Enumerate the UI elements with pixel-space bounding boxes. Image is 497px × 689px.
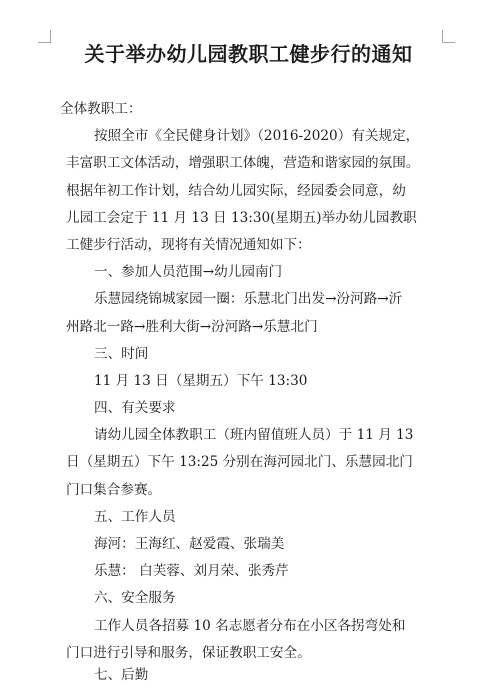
document-body <box>60 96 466 667</box>
paragraph-line: 丰富职工文体活动，增强职工体魄，营造和谐家园的氛围。 <box>66 155 420 172</box>
cut-line-text: 七、后勤 <box>94 667 149 683</box>
section-heading: 五、工作人员 <box>94 508 176 525</box>
paragraph-line: 工健步行活动，现将有关情况通知如下： <box>66 236 311 253</box>
partially-visible-line <box>66 667 206 689</box>
section-heading: 四、有关要求 <box>94 400 176 417</box>
paragraph-line: 儿园工会定于 11 月 13 日 13:30(星期五)举办幼儿园教职 <box>66 209 417 226</box>
document-title: 关于举办幼儿园教职工健步行的通知 <box>84 42 413 66</box>
paragraph-line: 乐慧： 白芙蓉、刘月荣、张秀芹 <box>94 563 289 580</box>
section-heading: 三、时间 <box>94 345 149 362</box>
section-heading: 六、安全服务 <box>94 590 176 607</box>
paragraph-line: 门口进行引导和服务，保证教职工安全。 <box>66 644 311 661</box>
paragraph-line: 请幼儿园全体教职工（班内留值班人员）于 11 月 13 <box>94 427 414 444</box>
paragraph-line: 海河：王海红、赵爱霞、张瑞美 <box>94 536 285 552</box>
section-heading: 一、参加人员范围→幼儿园南门 <box>94 264 283 281</box>
paragraph-line: 11 月 13 日（星期五）下午 13:30 <box>94 372 308 389</box>
salutation: 全体教职工： <box>60 101 142 117</box>
paragraph-line: 工作人员各招募 10 名志愿者分布在小区各拐弯处和 <box>94 617 406 634</box>
paragraph-line: 按照全市《全民健身计划》（2016-2020）有关规定， <box>94 128 420 145</box>
paragraph-line: 日（星期五）下午 13:25 分别在海河园北门、乐慧园北门 <box>66 454 413 471</box>
paragraph-line: 根据年初工作计划，结合幼儿园实际，经园委会同意，幼 <box>66 182 406 199</box>
paragraph-line: 门口集合参赛。 <box>66 481 162 498</box>
paragraph-line: 州路北一路→胜利大街→汾河路→乐慧北门 <box>66 318 318 335</box>
paragraph-line: 乐慧园绕锦城家园一圈：乐慧北门出发→汾河路→沂 <box>94 291 403 308</box>
